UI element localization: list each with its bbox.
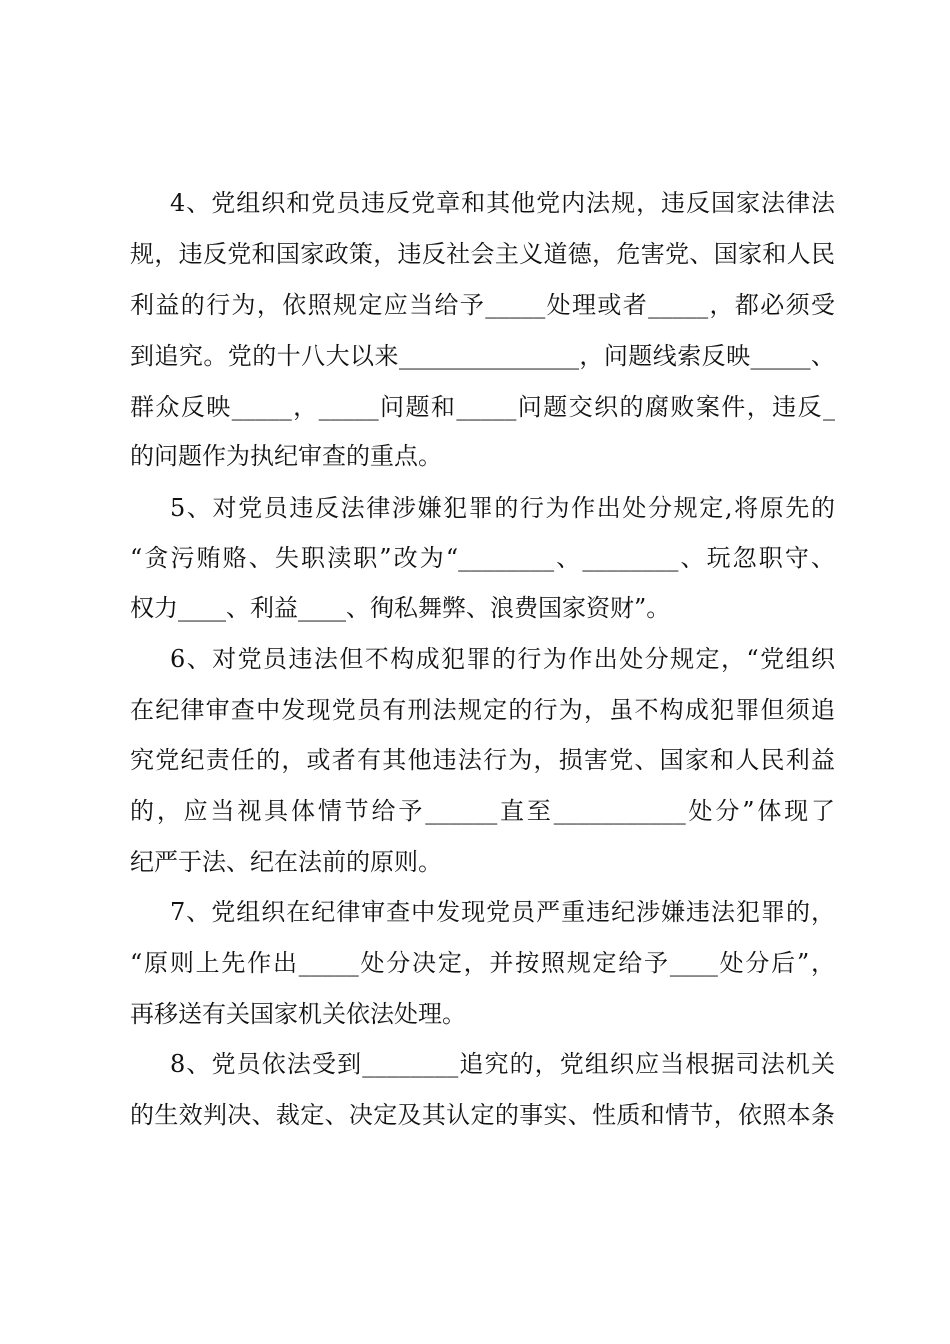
item-7-line-3: 再移送有关国家机关依法处理。 (130, 1000, 466, 1028)
item-6-line-4: 的，应当视具体情节给予______直至___________处分”体现了 (130, 797, 835, 825)
item-7-line-2: “原则上先作出_____处分决定，并按照规定给予____处分后”， (130, 949, 835, 977)
item-4-line-1: 4、党组织和党员违反党章和其他党内法规，违反国家法律法 (170, 189, 835, 217)
item-7-line-1: 7、党组织在纪律审查中发现党员严重违纪涉嫌违法犯罪的， (170, 898, 835, 926)
item-8-line-1: 8、党员依法受到________追究的，党组织应当根据司法机关 (170, 1050, 835, 1078)
item-4-line-3: 利益的行为，依照规定应当给予_____处理或者_____，都必须受 (130, 291, 835, 319)
item-4-line-4: 到追究。党的十八大以来_______________，问题线索反映_____、 (130, 342, 835, 370)
item-5-line-2: “贪污贿赂、失职渎职”改为“________、________、玩忽职守、 (130, 544, 835, 572)
item-6-line-3: 究党纪责任的，或者有其他违法行为，损害党、国家和人民利益 (130, 746, 835, 774)
item-4-line-2: 规，违反党和国家政策，违反社会主义道德，危害党、国家和人民 (130, 240, 835, 268)
item-5-line-1: 5、对党员违反法律涉嫌犯罪的行为作出处分规定,将原先的 (170, 494, 835, 522)
item-4-line-5: 群众反映_____，_____问题和_____问题交织的腐败案件，违反_ (130, 393, 835, 421)
item-6-line-1: 6、对党员违法但不构成犯罪的行为作出处分规定，“党组织 (170, 645, 835, 673)
item-5-line-3: 权力____、利益____、徇私舞弊、浪费国家资财”。 (130, 594, 671, 622)
item-6-line-2: 在纪律审查中发现党员有刑法规定的行为，虽不构成犯罪但须追 (130, 696, 835, 724)
item-8-line-2: 的生效判决、裁定、决定及其认定的事实、性质和情节，依照本条 (130, 1101, 835, 1129)
item-4-line-6: 的问题作为执纪审查的重点。 (130, 442, 442, 470)
item-6-line-5: 纪严于法、纪在法前的原则。 (130, 848, 442, 876)
